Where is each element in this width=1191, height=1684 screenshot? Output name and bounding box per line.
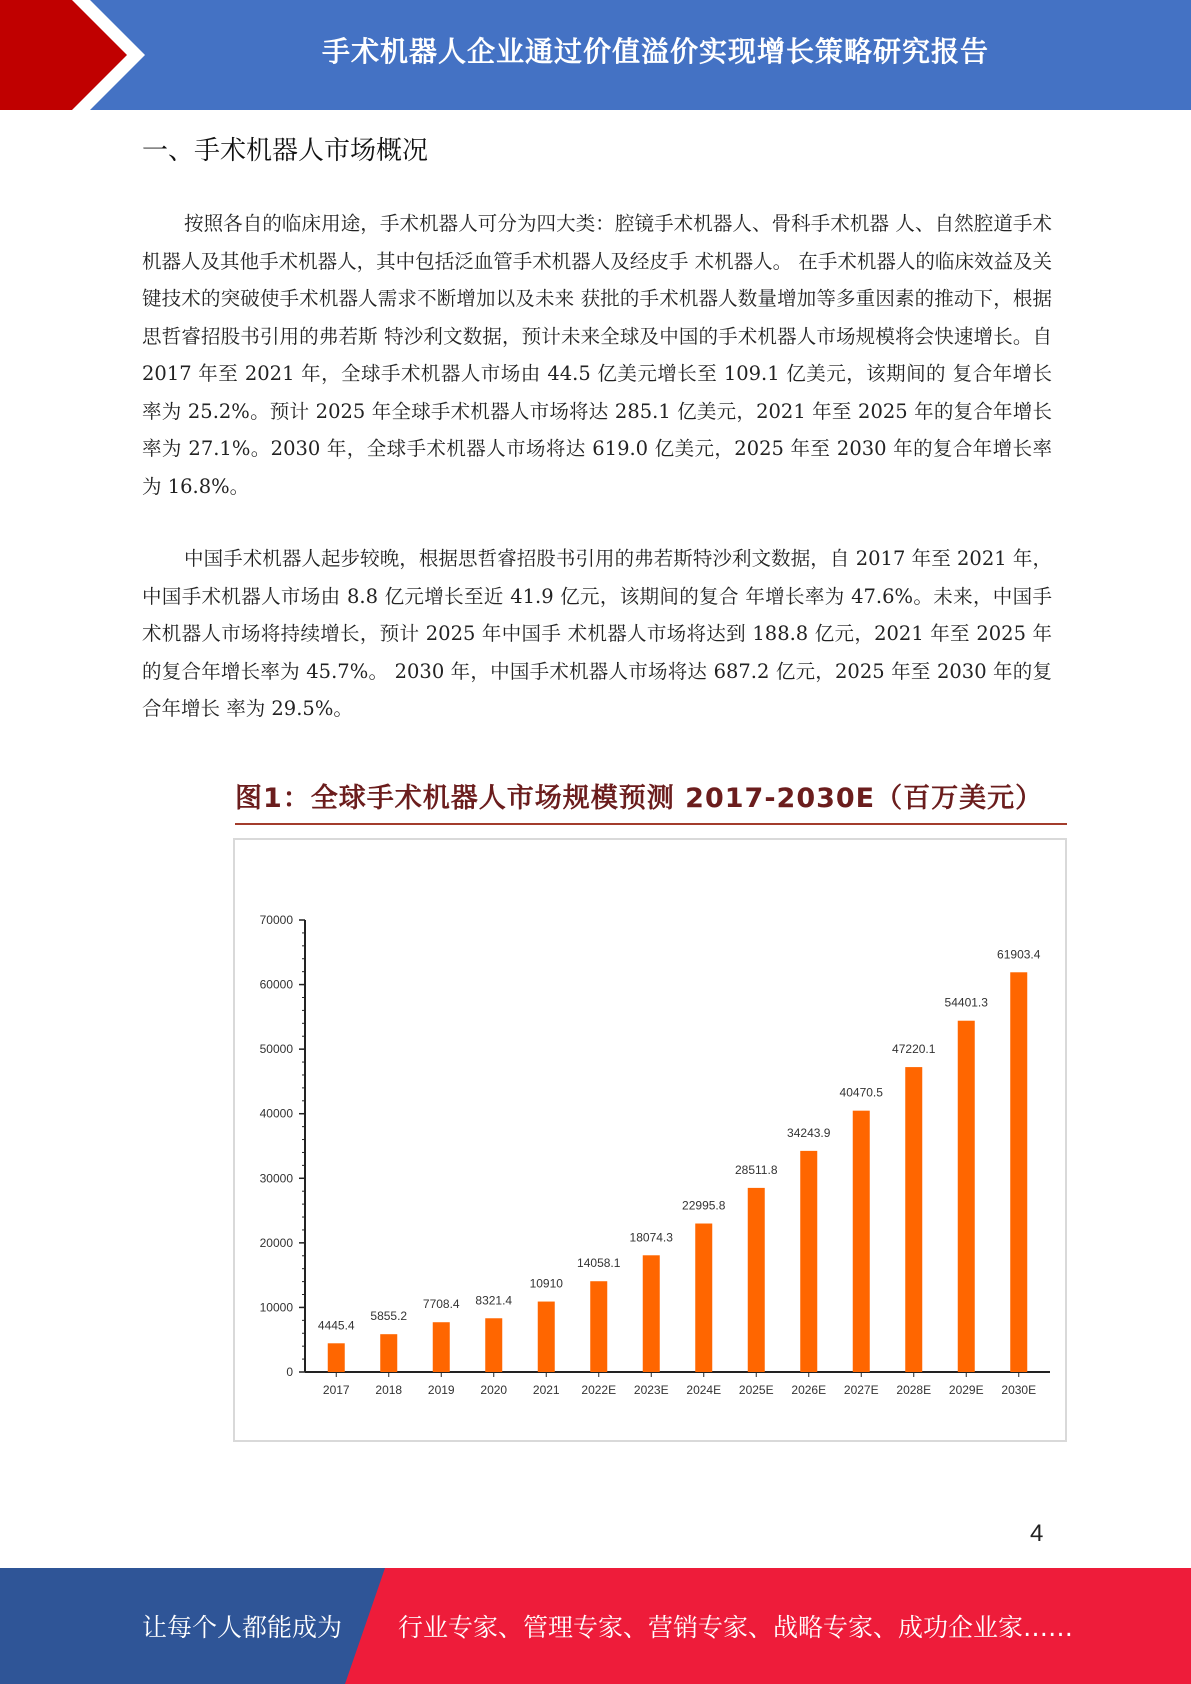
bar	[590, 1281, 607, 1372]
bar	[485, 1318, 502, 1372]
data-label: 10910	[529, 1276, 563, 1291]
data-label: 7708.4	[422, 1297, 460, 1312]
page-footer	[0, 1568, 1191, 1684]
data-label: 8321.4	[475, 1293, 513, 1308]
y-tick-label: 60000	[259, 977, 293, 992]
data-label: 5855.2	[370, 1309, 408, 1324]
x-tick-label: 2018	[375, 1383, 403, 1397]
data-label: 4445.4	[317, 1318, 355, 1333]
section-heading: 一、手术机器人市场概况	[142, 136, 429, 166]
page-number: 4	[1030, 1520, 1044, 1547]
y-tick-label: 40000	[259, 1106, 293, 1121]
report-title: 手术机器人企业通过价值溢价实现增长策略研究报告	[321, 35, 989, 68]
data-label: 54401.3	[944, 995, 988, 1010]
bar	[958, 1021, 975, 1372]
data-label: 14058.1	[577, 1256, 621, 1271]
data-label: 22995.8	[682, 1198, 726, 1213]
footer-slogan-left: 让每个人都能成为	[142, 1613, 343, 1642]
bar	[748, 1188, 765, 1372]
data-label: 61903.4	[997, 947, 1041, 962]
chevron-arrow-icon	[0, 0, 160, 110]
x-tick-label: 2021	[532, 1383, 560, 1397]
y-tick-label: 50000	[259, 1042, 293, 1057]
figure-title: 图1：全球手术机器人市场规模预测 2017-2030E（百万美元）	[235, 776, 1067, 825]
bar	[853, 1111, 870, 1372]
x-tick-label: 2020	[480, 1383, 508, 1397]
y-tick-label: 10000	[259, 1300, 293, 1315]
bar	[433, 1322, 450, 1372]
x-tick-label: 2017	[322, 1383, 350, 1397]
x-tick-label: 2026E	[791, 1383, 827, 1397]
x-tick-label: 2025E	[738, 1383, 774, 1397]
bar	[538, 1302, 555, 1372]
bar	[1010, 972, 1027, 1372]
paragraph-global-market: 按照各自的临床用途，手术机器人可分为四大类：腔镜手术机器人、骨科手术机器 人、自然腔道手术机器人及其他手术机器人，其中包括泛血管手术机器人及经皮手 术机器人。 在手术机器人的临床效益及关键技术的突破使手术机器人需求不断增加以及未来 获批的手术机器人数量增加等多重因素的推动下，根据思哲睿招股书引用的弗若斯 特沙利文数据，预计未来全球及中国的手术机器人市场规模将会快速增长。自 2017 年至 2021 年，全球手术机器人市场由 44.5 亿美元增长至 109.1 亿美元，该期间的 复合年增长率为 25.2%。预计 2025 年全球手术机器人市场将达 285.1 亿美元，2021 年至 2025 年的复合年增长率为 27.1%。2030 年，全球手术机器人市场将达 619.0 亿美元，2025 年至 2030 年的复合年增长率为 16.8%。	[142, 212, 1052, 498]
bar	[695, 1224, 712, 1372]
x-tick-label: 2029E	[948, 1383, 984, 1397]
bar	[643, 1255, 660, 1372]
x-tick-label: 2023E	[633, 1383, 669, 1397]
x-tick-label: 2024E	[686, 1383, 722, 1397]
bar	[905, 1067, 922, 1372]
paragraph-china-market: 中国手术机器人起步较晚，根据思哲睿招股书引用的弗若斯特沙利文数据，自 2017 年至 2021 年，中国手术机器人市场由 8.8 亿元增长至近 41.9 亿元，该期间的复合 年增长率为 47.6%。未来，中国手术机器人市场将持续增长，预计 2025 年中国手 术机器人市场将达到 188.8 亿元，2021 年至 2025 年的复合年增长率为 45.7%。 2030 年，中国手术机器人市场将达 687.2 亿元，2025 年至 2030 年的复合年增长 率为 29.5%。	[142, 547, 1052, 720]
x-tick-label: 2019	[427, 1383, 455, 1397]
x-tick-label: 2022E	[581, 1383, 617, 1397]
data-label: 28511.8	[735, 1162, 778, 1177]
chart-canvas	[235, 840, 1065, 1440]
bar-chart	[233, 838, 1067, 1442]
data-label: 34243.9	[787, 1125, 831, 1140]
y-tick-label: 30000	[259, 1171, 293, 1186]
data-label: 47220.1	[892, 1042, 936, 1057]
bar	[380, 1334, 397, 1372]
bar	[800, 1151, 817, 1372]
data-label: 40470.5	[839, 1085, 883, 1100]
x-tick-label: 2028E	[896, 1383, 932, 1397]
y-tick-label: 70000	[259, 913, 293, 927]
y-tick-label: 20000	[259, 1235, 293, 1250]
bar	[328, 1343, 345, 1372]
footer-slogan-right: 行业专家、管理专家、营销专家、战略专家、成功企业家……	[398, 1613, 1074, 1642]
x-tick-label: 2030E	[1001, 1383, 1037, 1397]
x-tick-label: 2027E	[843, 1383, 879, 1397]
data-label: 18074.3	[629, 1230, 673, 1245]
y-tick-label: 0	[286, 1365, 293, 1379]
page-header	[0, 0, 1191, 110]
